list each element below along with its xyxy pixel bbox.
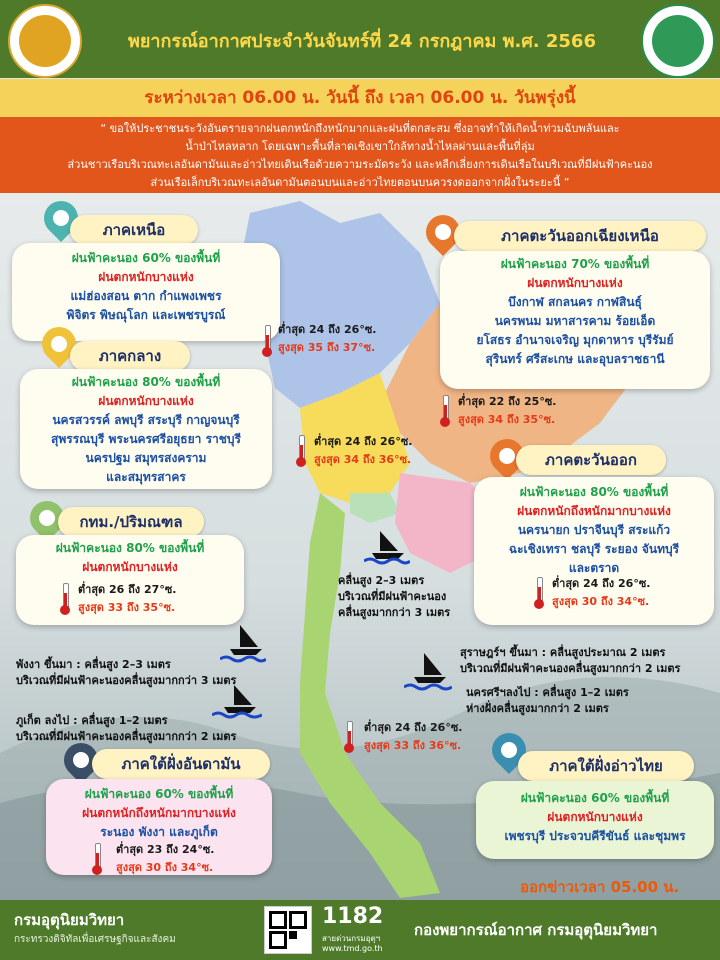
east-rain: ฝนฟ้าคะนอง 80% ของพื้นที่ [519, 485, 669, 499]
website-link[interactable]: www.tmd.go.th [322, 944, 383, 953]
south-east-forecast-card [476, 781, 714, 859]
northeast-region-title: ภาคตะวันออกเฉียงเหนือ [454, 221, 706, 251]
sea-gulf-south-south [466, 685, 629, 717]
sailboat-icon-gulf-upper [364, 529, 410, 565]
south-west-rain: ฝนฟ้าคะนอง 60% ของพื้นที่ [84, 787, 234, 801]
sea-gulf-south-south-2: ห่างฝั่งคลื่นสูงมากกว่า 2 เมตร [466, 702, 609, 715]
central-areas-2: สุพรรณบุรี พระนครศรีอยุธยา ราชบุรี [51, 432, 241, 446]
north-thermometer-icon [262, 325, 272, 357]
northeast-thermometer-icon [440, 395, 450, 427]
south-west-region-title: ภาคใต้ฝั่งอันดามัน [92, 749, 270, 779]
east-heavy: ฝนตกหนักถึงหนักมากบางแห่ง [517, 504, 671, 518]
issued-time: ออกข่าวเวลา 05.00 น. [520, 878, 680, 896]
bangkok-low: ต่ำสุด 26 ถึง 27°ซ. [78, 583, 177, 596]
south-east-areas: เพชรบุรี ประจวบคีรีขันธ์ และชุมพร [504, 829, 686, 843]
central-temperature [314, 433, 412, 469]
sea-gulf-south-south-1: นครศรีฯลงไป : คลื่นสูง 1–2 เมตร [466, 686, 629, 699]
north-region-title: ภาคเหนือ [70, 215, 198, 245]
region-bangkok-shape [350, 493, 400, 523]
sea-gulf-south-north-1: สุราษฎร์ฯ ขึ้นมา : คลื่นสูงประมาณ 2 เมตร [460, 646, 666, 659]
south-west-heavy: ฝนตกหนักถึงหนักมากบางแห่ง [82, 806, 236, 820]
central-heavy: ฝนตกหนักบางแห่ง [98, 394, 194, 408]
north-high: สูงสุด 35 ถึง 37°ซ. [278, 341, 376, 354]
central-areas-1: นครสวรรค์ ลพบุรี สระบุรี กาญจนบุรี [52, 413, 240, 427]
south-east-region-title: ภาคใต้ฝั่งอ่าวไทย [518, 751, 694, 781]
northeast-high: สูงสุด 34 ถึง 35°ซ. [458, 413, 556, 426]
sea-gulf-upper-1: คลื่นสูง 2–3 เมตร [338, 574, 425, 587]
south-west-areas: ระนอง พังงา และภูเก็ต [100, 825, 218, 839]
central-high: สูงสุด 34 ถึง 36°ซ. [314, 453, 412, 466]
sea-gulf-upper-3: คลื่นสูงมากกว่า 3 เมตร [338, 606, 451, 619]
east-region-title: ภาคตะวันออก [516, 445, 666, 475]
north-temperature [278, 321, 376, 357]
sea-andaman-south-1: ภูเก็ต ลงไป : คลื่นสูง 1–2 เมตร [16, 714, 168, 727]
east-forecast-card [474, 477, 714, 625]
south-west-thermometer-icon [92, 843, 102, 875]
north-low: ต่ำสุด 24 ถึง 26°ซ. [278, 323, 377, 336]
central-areas-4: และสมุทรสาคร [106, 470, 186, 484]
east-areas-1: นครนายก ปราจีนบุรี สระแก้ว [517, 523, 671, 537]
south-west-low: ต่ำสุด 23 ถึง 24°ซ. [116, 843, 215, 856]
south-west-forecast-card [46, 779, 272, 875]
warning-line-2: น้ำป่าไหลหลาก โดยเฉพาะพื้นที่ลาดเชิงเขาใกล้ทางน้ำไหลผ่านและพื้นที่ลุ่ม [185, 140, 535, 153]
bangkok-rain: ฝนฟ้าคะนอง 80% ของพื้นที่ [55, 541, 205, 555]
warning-banner [0, 117, 720, 193]
footer-bar [0, 900, 720, 960]
central-thermometer-icon [296, 435, 306, 467]
sea-gulf-upper [338, 573, 450, 621]
forecast-period: ระหว่างเวลา 06.00 น. วันนี้ ถึง เวลา 06.00 น. วันพรุ่งนี้ [0, 79, 720, 117]
south-east-rain: ฝนฟ้าคะนอง 60% ของพื้นที่ [520, 791, 670, 805]
warning-line-4: ส่วนเรือเล็กบริเวณทะเลอันดามันตอนบนและอ่าวไทยตอนบนควรงดออกจากฝั่งในระยะนี้ ” [150, 176, 570, 189]
sea-andaman-south-2: บริเวณที่มีฝนฟ้าคะนองคลื่นสูงมากกว่า 2 เมตร [16, 730, 237, 743]
east-low: ต่ำสุด 24 ถึง 26°ซ. [552, 577, 651, 590]
bangkok-high: สูงสุด 33 ถึง 35°ซ. [78, 601, 176, 614]
north-heavy: ฝนตกหนักบางแห่ง [98, 270, 194, 284]
south-west-high: สูงสุด 30 ถึง 34°ซ. [116, 861, 214, 874]
north-rain: ฝนฟ้าคะนอง 60% ของพื้นที่ [71, 251, 221, 265]
sea-andaman-north-2: บริเวณที่มีฝนฟ้าคะนองคลื่นสูงมากกว่า 3 เมตร [16, 674, 237, 687]
northeast-heavy: ฝนตกหนักบางแห่ง [527, 276, 623, 290]
south-east-heavy: ฝนตกหนักบางแห่ง [547, 810, 643, 824]
east-temperature [552, 575, 650, 611]
sea-andaman-south [16, 713, 236, 745]
north-areas-2: พิจิตร พิษณุโลก และเพชรบูรณ์ [66, 308, 226, 322]
northeast-areas-1: บึงกาฬ สกลนคร กาฬสินธุ์ [508, 295, 642, 309]
east-high: สูงสุด 30 ถึง 34°ซ. [552, 595, 650, 608]
sea-andaman-north-1: พังงา ขึ้นมา : คลื่นสูง 2–3 เมตร [16, 658, 171, 671]
north-forecast-card [12, 243, 280, 341]
north-areas-1: แม่ฮ่องสอน ตาก กำแพงเพชร [70, 289, 222, 303]
sailboat-icon-gulf-south [404, 651, 452, 691]
footer-division: กองพยากรณ์อากาศ กรมอุตุนิยมวิทยา [414, 921, 658, 939]
northeast-low: ต่ำสุด 22 ถึง 25°ซ. [458, 395, 557, 408]
warning-line-1: “ ขอให้ประชาชนระวังอันตรายจากฝนตกหนักถึงหนักมากและฝนที่ตกสะสม ซึ่งอาจทำให้เกิดน้ำท่วมฉับพลันและ [100, 122, 620, 135]
south-west-temperature [116, 841, 214, 877]
bangkok-region-title: กทม./ปริมณฑล [58, 507, 204, 537]
south-east-high: สูงสุด 33 ถึง 36°ซ. [364, 739, 462, 752]
east-areas-2: ฉะเชิงเทรา ชลบุรี ระยอง จันทบุรี [508, 542, 680, 556]
south-thermometer-icon [344, 721, 354, 753]
sea-andaman-north [16, 657, 236, 689]
hotline-number: 1182 [322, 904, 384, 929]
south-east-temperature [364, 719, 462, 755]
northeast-rain: ฝนฟ้าคะนอง 70% ของพื้นที่ [500, 257, 650, 271]
northeast-temperature [458, 393, 556, 429]
northeast-forecast-card [440, 251, 710, 389]
east-thermometer-icon [534, 577, 544, 609]
sea-gulf-upper-2: บริเวณที่มีฝนฟ้าคะนอง [338, 590, 447, 603]
central-forecast-card [20, 369, 272, 489]
footer-ministry: กระทรวงดิจิทัลเพื่อเศรษฐกิจและสังคม [14, 934, 176, 945]
central-low: ต่ำสุด 24 ถึง 26°ซ. [314, 435, 413, 448]
qr-code[interactable] [264, 906, 312, 954]
bangkok-thermometer-icon [60, 583, 70, 615]
east-areas-3: และตราด [568, 561, 620, 575]
northeast-areas-2: นครพนม มหาสารคาม ร้อยเอ็ด [494, 314, 656, 328]
footer-department: กรมอุตุนิยมวิทยา [14, 911, 125, 929]
central-rain: ฝนฟ้าคะนอง 80% ของพื้นที่ [71, 375, 221, 389]
page-title: พยากรณ์อากาศประจำวันจันทร์ที่ 24 กรกฎาคม พ.ศ. 2566 [128, 31, 596, 52]
northeast-areas-3: ยโสธร อำนาจเจริญ มุกดาหาร บุรีรัมย์ [476, 333, 674, 347]
meteorological-department-logo [641, 4, 715, 78]
central-areas-3: นครปฐม สมุทรสงคราม [85, 451, 207, 465]
sea-gulf-south-north-2: บริเวณที่มีฝนฟ้าคะนองคลื่นสูงมากกว่า 2 เมตร [460, 662, 681, 675]
map-scene [0, 193, 720, 900]
bangkok-temperature [78, 581, 176, 617]
bangkok-forecast-card [16, 535, 244, 625]
department-seal-logo [8, 4, 82, 78]
warning-line-3: ส่วนชาวเรือบริเวณทะเลอันดามันและอ่าวไทยเดินเรือด้วยความระมัดระวัง และหลีกเลี่ยงการเดินเรือในบริเวณที่มีฝนฟ้าคะนอง [67, 158, 653, 171]
south-east-low: ต่ำสุด 24 ถึง 26°ซ. [364, 721, 463, 734]
hotline-label: สายด่วนกรมอุตุฯ [322, 934, 381, 943]
sea-gulf-south-north [460, 645, 680, 677]
bangkok-heavy: ฝนตกหนักบางแห่ง [82, 560, 178, 574]
northeast-areas-4: สุรินทร์ ศรีสะเกษ และอุบลราชธานี [485, 352, 665, 366]
central-region-title: ภาคกลาง [70, 341, 190, 371]
